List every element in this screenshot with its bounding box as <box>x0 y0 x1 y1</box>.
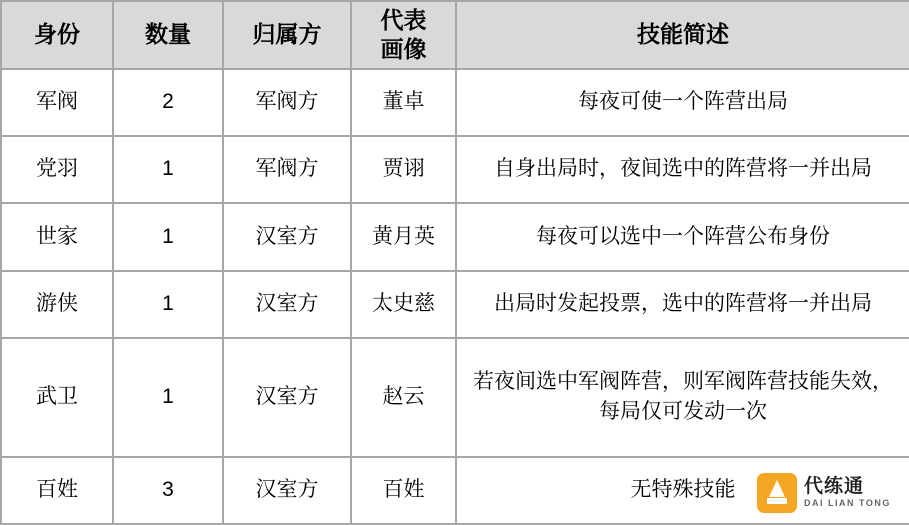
cell-avatar: 太史慈 <box>351 271 456 338</box>
cell-count: 1 <box>113 136 223 203</box>
column-header-avatar <box>351 1 456 69</box>
cell-identity: 武卫 <box>1 338 113 456</box>
cell-avatar: 百姓 <box>351 457 456 524</box>
column-header-avatar-line1: 代表 <box>380 7 427 33</box>
watermark-text <box>804 477 891 508</box>
cell-identity: 党羽 <box>1 136 113 203</box>
cell-faction: 军阀方 <box>223 69 351 136</box>
cell-identity: 游侠 <box>1 271 113 338</box>
column-header-faction: 归属方 <box>223 1 351 69</box>
cell-faction: 汉室方 <box>223 338 351 456</box>
cell-skill: 无特殊技能 <box>456 457 909 524</box>
cell-count: 1 <box>113 338 223 456</box>
watermark-brand-cn: 代练通 <box>804 476 865 498</box>
column-header-count: 数量 <box>113 1 223 69</box>
cell-count: 2 <box>113 69 223 136</box>
watermark-logo <box>751 467 903 519</box>
table-header-row <box>1 1 909 69</box>
cell-identity: 军阀 <box>1 69 113 136</box>
watermark-brand-en: DAI LIAN TONG <box>804 498 891 509</box>
cell-identity: 百姓 <box>1 457 113 524</box>
cell-skill: 每夜可使一个阵营出局 <box>456 69 909 136</box>
table-row <box>1 203 909 270</box>
brand-mark-icon <box>757 473 797 513</box>
column-header-avatar-line2: 画像 <box>380 35 427 62</box>
cell-identity: 世家 <box>1 203 113 270</box>
table-row <box>1 338 909 456</box>
cell-count: 1 <box>113 271 223 338</box>
cell-skill: 每夜可以选中一个阵营公布身份 <box>456 203 909 270</box>
cell-skill: 若夜间选中军阀阵营，则军阀阵营技能失效，每局仅可发动一次 <box>456 338 909 456</box>
cell-faction: 汉室方 <box>223 457 351 524</box>
cell-avatar: 赵云 <box>351 338 456 456</box>
cell-skill: 自身出局时，夜间选中的阵营将一并出局 <box>456 136 909 203</box>
table-row <box>1 136 909 203</box>
table-body <box>1 69 909 525</box>
cell-count: 3 <box>113 457 223 524</box>
cell-count: 1 <box>113 203 223 270</box>
table-row <box>1 69 909 136</box>
cell-faction: 汉室方 <box>223 271 351 338</box>
table-header <box>1 1 909 69</box>
table-row <box>1 271 909 338</box>
column-header-skill: 技能简述 <box>456 1 909 69</box>
cell-faction: 汉室方 <box>223 203 351 270</box>
cell-faction: 军阀方 <box>223 136 351 203</box>
cell-avatar: 贾诩 <box>351 136 456 203</box>
cell-avatar: 董卓 <box>351 69 456 136</box>
cell-avatar: 黄月英 <box>351 203 456 270</box>
column-header-identity: 身份 <box>1 1 113 69</box>
cell-skill: 出局时发起投票，选中的阵营将一并出局 <box>456 271 909 338</box>
